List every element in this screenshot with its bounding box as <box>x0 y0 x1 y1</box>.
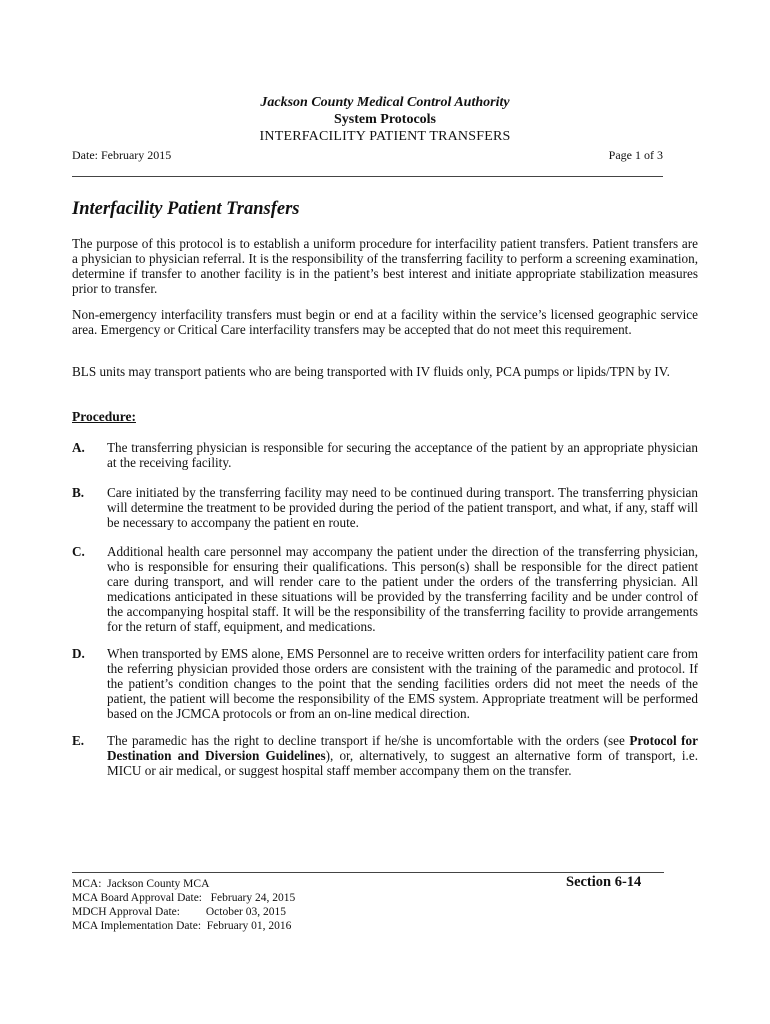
item-text-after: ), or, alternatively, to suggest an alternative form of transport, i.e. MICU or air medical, or suggest hospital staff member accompany them on the transfer. <box>107 748 699 778</box>
footer-divider <box>72 872 664 873</box>
purpose-paragraph: The purpose of this protocol is to establish a uniform procedure for interfacility patient transfers. Patient transfers are a physician to physician referral. It is the responsibility of the transferring facility to perform a screening examination, determine if transfer to another facility is in the patient’s best interest and initiate appropriate stabilization measures prior to transfer. <box>72 236 698 296</box>
procedure-item-d <box>72 646 698 721</box>
item-letter: A. <box>72 440 85 455</box>
item-text-before: The paramedic has the right to decline transport if he/she is uncomfortable with the orders (see <box>107 733 630 748</box>
document-date: Date: February 2015 <box>72 148 172 162</box>
item-text: Care initiated by the transferring facility may need to be continued during transport. The transferring physician will determine the treatment to be provided during the period of the patient transport, and what, if any, staff will be necessary to accompany the patient en route. <box>107 485 698 530</box>
procedure-item-e <box>72 733 698 778</box>
item-letter: C. <box>72 544 85 559</box>
page-number: Page 1 of 3 <box>608 148 663 162</box>
footer-mca: MCA: Jackson County MCA <box>72 878 210 890</box>
footer-mdch-approval: MDCH Approval Date: October 03, 2015 <box>72 906 286 918</box>
procedure-item-a <box>72 440 698 470</box>
document-title: Interfacility Patient Transfers <box>72 199 300 219</box>
section-number: Section 6-14 <box>566 874 642 890</box>
authority-name: Jackson County Medical Control Authority <box>260 95 510 110</box>
header-divider <box>72 176 663 177</box>
approval-footer <box>72 877 295 933</box>
item-letter: D. <box>72 646 85 661</box>
item-text: Additional health care personnel may accompany the patient under the direction of the transferring physician, who is responsible for ensuring their qualifications. This person(s) shall be responsible for the direct patient care during transport, and will render care to the patient under the orders of the transferring physician. All medications anticipated in these situations will be provided by the transferring facility and be under control of the accompanying hospital staff. It will be the responsibility of the transferring facility to provide arrangements for the return of staff, equipment, and medications. <box>107 544 698 634</box>
protocol-reference: Protocol for Destination and Diversion Guidelines <box>107 733 699 763</box>
protocol-subtitle: INTERFACILITY PATIENT TRANSFERS <box>259 129 511 144</box>
item-text: The transferring physician is responsible for securing the acceptance of the patient by an appropriate physician at the receiving facility. <box>107 440 698 470</box>
date-line <box>72 148 663 162</box>
geographic-paragraph: Non-emergency interfacility transfers must begin or end at a facility within the service’s licensed geographic service area. Emergency or Critical Care interfacility transfers may be accepted that do not meet this requirement. <box>72 307 698 337</box>
procedure-heading: Procedure: <box>72 409 136 424</box>
item-letter: B. <box>72 485 85 500</box>
item-text <box>107 733 698 778</box>
bls-paragraph: BLS units may transport patients who are being transported with IV fluids only, PCA pumps or lipids/TPN by IV. <box>72 364 670 379</box>
procedure-item-b <box>72 485 698 530</box>
footer-implementation: MCA Implementation Date: February 01, 2016 <box>72 920 292 932</box>
footer-board-approval: MCA Board Approval Date: February 24, 2015 <box>72 892 296 904</box>
document-header <box>70 94 700 145</box>
protocols-label: System Protocols <box>334 112 436 127</box>
item-text: When transported by EMS alone, EMS Personnel are to receive written orders for interfacility patient care from the referring physician provided those orders are consistent with the training of the paramedic and protocol. If the patient’s condition changes to the point that the sending facilities orders did not meet the needs of the patient, the patient will become the responsibility of the EMS system. Appropriate treatment will be performed based on the JCMCA protocols or from an on-line medical direction. <box>107 646 698 721</box>
item-letter: E. <box>72 733 85 748</box>
procedure-item-c <box>72 544 698 634</box>
